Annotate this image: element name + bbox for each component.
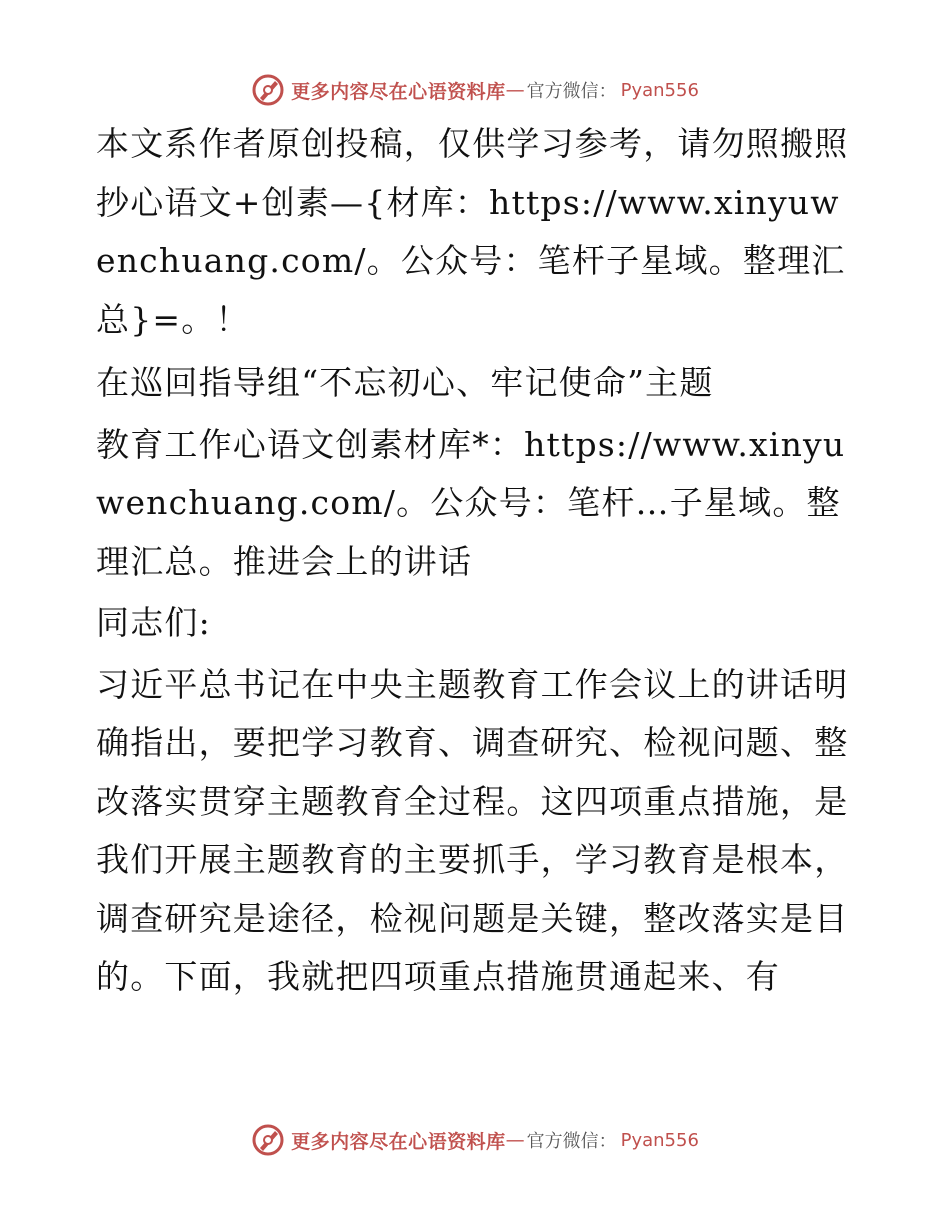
banner-separator: — — [505, 79, 525, 101]
banner-official-label: 官方微信： — [526, 81, 617, 102]
disclaimer-paragraph: 本文系作者原创投稿，仅供学习参考，请勿照搬照抄心语文+创素—{材库：https://www.xinyuwenchuang.com/。公众号：笔杆子星域。整理汇总}=。！ — [96, 124, 849, 339]
pen-logo-icon — [251, 1123, 285, 1157]
document-body — [96, 115, 856, 1007]
banner-wechat-id: Pyan556 — [620, 1129, 699, 1151]
banner-separator: — — [505, 1129, 525, 1151]
salutation: 同志们: — [96, 603, 211, 642]
banner-main-text: 更多内容尽在心语资料库 — [291, 1130, 506, 1153]
banner-official-label: 官方微信： — [526, 1131, 617, 1152]
header-watermark-banner — [0, 70, 950, 110]
footer-watermark-banner — [0, 1120, 950, 1160]
speech-title-line-1: 在巡回指导组“不忘初心、牢记使命”主题 — [96, 363, 714, 402]
banner-wechat-id: Pyan556 — [620, 79, 699, 101]
body-paragraph: 习近平总书记在中央主题教育工作会议上的讲话明确指出，要把学习教育、调查研究、检视问题、整改落实贯穿主题教育全过程。这四项重点措施，是我们开展主题教育的主要抓手，学习教育是根本，调查研究是途径，检视问题是关键，整改落实是目的。下面，我就把四项重点措施贯通起来、有 — [96, 664, 849, 996]
speech-title-line-2: 教育工作心语文创素材库*：https://www.xinyuwenchuang.com/。公众号：笔杆…子星域。整理汇总。推进会上的讲话 — [96, 424, 846, 581]
banner-main-text: 更多内容尽在心语资料库 — [291, 80, 506, 103]
pen-logo-icon — [251, 73, 285, 107]
